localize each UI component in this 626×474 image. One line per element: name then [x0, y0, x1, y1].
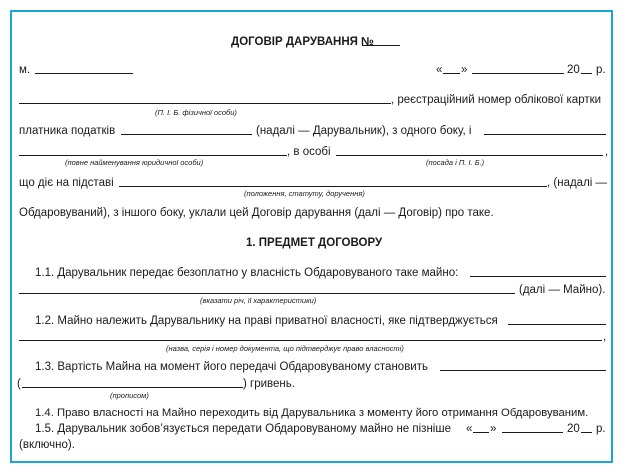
ownership-doc-field-a[interactable]	[508, 324, 606, 325]
caption-words: (прописом)	[110, 391, 149, 400]
clause-1-1-end: (далі — Майно).	[519, 284, 606, 296]
caption-doc: (назва, серія і номер документа, що підтверджує право власності)	[166, 344, 404, 353]
donor-text: (надалі — Дарувальник), з одного боку, і	[256, 125, 472, 137]
clause-1-5: 1.5. Дарувальник зобов’язується передати Обдаровуваному майно не пізніше	[35, 423, 451, 435]
clause-1-4: 1.4. Право власності на Майно переходить від Дарувальника з моменту його отримання Обдаровуваним.	[35, 407, 589, 419]
deadline-day-field[interactable]	[473, 432, 489, 433]
clause-1-3-end: ) гривень.	[243, 378, 295, 390]
clause-1-5-year-prefix: 20	[567, 423, 580, 435]
representative-field[interactable]	[336, 155, 603, 156]
property-field-a[interactable]	[470, 276, 606, 277]
recipient-start-field[interactable]	[484, 134, 606, 135]
tax-number-field[interactable]	[121, 134, 252, 135]
document-title: ДОГОВІР ДАРУВАННЯ №	[231, 36, 374, 48]
recipient-text: Обдаровуваний), з іншого боку, уклали цей Договір дарування (далі — Договір) про таке.	[19, 207, 494, 219]
section-heading: 1. ПРЕДМЕТ ДОГОВОРУ	[246, 237, 383, 249]
caption-item: (вказати річ, її характеристики)	[200, 296, 317, 305]
caption-person: (П. І. Б. фізичної особи)	[155, 108, 237, 117]
caption-basis: (положення, статуту, доручення)	[244, 189, 365, 198]
clause-1-5-close-quote: »	[490, 423, 497, 435]
hereafter-text: , (надалі —	[547, 177, 608, 189]
basis-field[interactable]	[119, 186, 547, 187]
year-prefix: 20	[567, 64, 580, 76]
reg-number-text: , реєстраційний номер облікової картки	[391, 94, 602, 106]
entity-name-field[interactable]	[19, 155, 287, 156]
clause-1-3: 1.3. Вартість Майна на момент його передачі Обдаровуваному становить	[35, 361, 428, 373]
value-words-field[interactable]	[22, 387, 243, 388]
taxpayer-label: платника податків	[19, 125, 116, 137]
value-field[interactable]	[440, 370, 606, 371]
year-field[interactable]	[581, 73, 592, 74]
date-open-quote: «	[436, 64, 443, 76]
city-label: м.	[19, 64, 31, 76]
clause-1-5-open-quote: «	[466, 423, 473, 435]
property-field-b[interactable]	[19, 293, 515, 294]
clause-1-2: 1.2. Майно належить Дарувальнику на праві приватної власності, яке підтверджується	[35, 315, 498, 327]
person-name-field[interactable]	[19, 103, 391, 104]
comma-text: ,	[605, 146, 609, 158]
clause-1-1: 1.1. Дарувальник передає безоплатно у власність Обдаровуваного таке майно:	[35, 267, 459, 279]
clause-1-5-end: (включно).	[19, 439, 75, 451]
year-suffix: р.	[596, 64, 606, 76]
contract-number-field[interactable]	[362, 45, 400, 46]
deadline-year-field[interactable]	[581, 432, 592, 433]
in-person-text: , в особі	[287, 146, 331, 158]
clause-1-5-year-suffix: р.	[596, 423, 606, 435]
ownership-doc-field-b[interactable]	[19, 340, 602, 341]
paren-open: (	[17, 378, 21, 390]
day-field[interactable]	[443, 73, 460, 74]
date-close-quote: »	[461, 64, 468, 76]
clause-1-2-end: ,	[603, 331, 607, 343]
city-field[interactable]	[35, 73, 133, 74]
month-field[interactable]	[472, 73, 564, 74]
deadline-month-field[interactable]	[502, 432, 563, 433]
caption-position: (посада і П. І. Б.)	[426, 158, 485, 167]
acting-label: що діє на підставі	[19, 177, 114, 189]
caption-entity: (повне найменування юридичної особи)	[65, 158, 204, 167]
